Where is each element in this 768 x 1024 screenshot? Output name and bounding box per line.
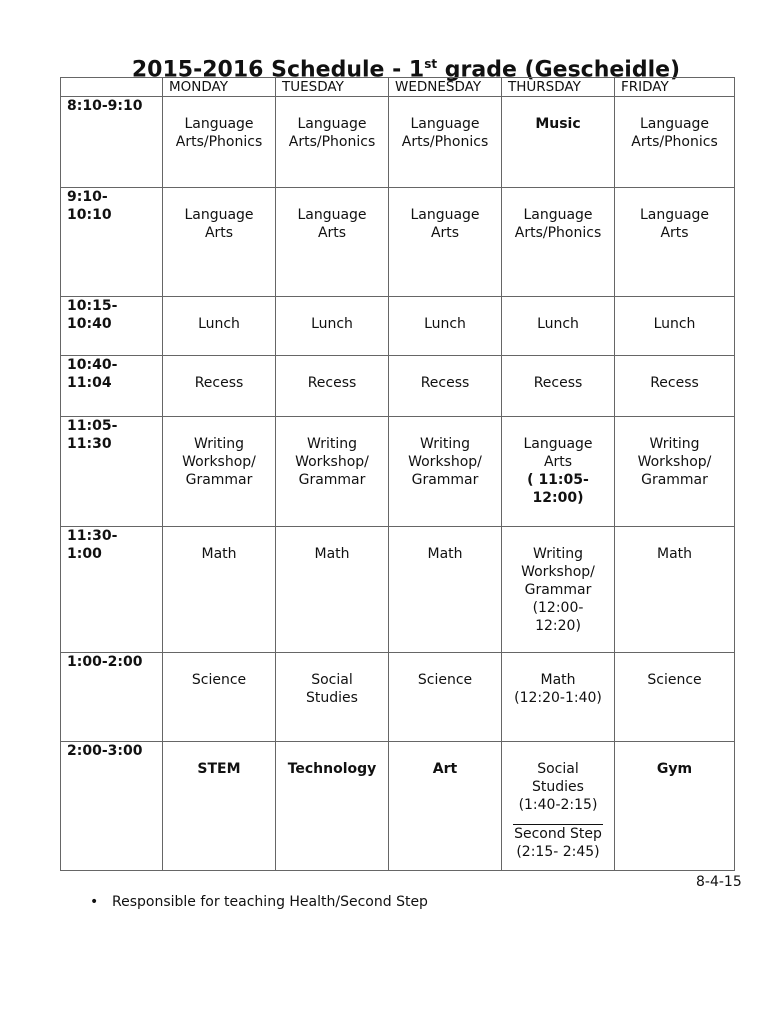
day-header: TUESDAY [276,78,389,97]
class-cell [502,188,615,297]
class-cell [163,417,276,527]
bullet-icon: • [90,894,99,910]
class-cell [389,97,502,188]
schedule-row [61,297,735,356]
class-label-line: Language [410,207,480,223]
class-label-line: Workshop/ [637,454,712,470]
class-label-line: (1:40-2:15) [518,797,598,813]
class-label-line: Math [540,672,576,688]
class-label-line: Language [297,207,367,223]
class-label-line: Science [647,672,702,688]
schedule-row [61,97,735,188]
time-slot [61,417,163,527]
class-label-line: Arts/Phonics [514,225,602,241]
class-label-line: Recess [420,375,470,391]
class-cell [163,297,276,356]
class-cell [615,653,735,742]
class-label-line: Recess [650,375,699,391]
time-slot-line: 2:00-3:00 [67,743,143,759]
class-label-line: Math [427,546,463,562]
class-label-line: Language [184,207,254,223]
schedule-row [61,653,735,742]
class-cell [389,356,502,417]
schedule-row [61,742,735,871]
class-label-line: Social [311,672,353,688]
class-label-line: Science [191,672,247,688]
class-cell [615,297,735,356]
class-cell [615,527,735,653]
class-label-line: Language [184,116,254,132]
class-label-line: Recess [307,375,357,391]
class-cell [615,97,735,188]
class-time-note: ( 11:05- [527,472,589,488]
time-slot-line: 11:05- [67,418,118,434]
schedule-row [61,356,735,417]
class-cell [502,97,615,188]
class-cell [276,742,389,871]
class-label-line: 12:20) [535,618,581,634]
class-label-line: Lunch [311,316,353,332]
schedule-row [61,527,735,653]
class-label-line: (2:15- 2:45) [516,844,600,860]
class-label-line: Grammar [411,472,479,488]
class-label-line: STEM [197,761,241,777]
class-label-line: Music [535,116,581,132]
time-slot-line: 1:00-2:00 [67,654,143,670]
header-row [61,78,735,97]
revision-date: 8-4-15 [696,874,742,890]
time-slot-line: 10:40 [67,316,112,332]
class-cell [276,527,389,653]
class-label-line: (12:00- [532,600,584,616]
day-header: THURSDAY [502,78,615,97]
time-slot-line: 11:30 [67,436,112,452]
time-slot-line: 10:40- [67,357,118,373]
time-slot [61,653,163,742]
header-corner [61,78,163,97]
class-label-line: Workshop/ [295,454,369,470]
class-label-line: Language [410,116,480,132]
class-label-line: Language [297,116,367,132]
class-label-line: Math [314,546,350,562]
class-cell [502,356,615,417]
class-label-line: Workshop/ [408,454,482,470]
class-cell [502,742,615,871]
day-header: MONDAY [163,78,276,97]
class-label-line: Lunch [198,316,240,332]
class-cell [276,356,389,417]
class-label-line: Recess [194,375,244,391]
class-label-line: Writing [649,436,700,452]
schedule-row [61,188,735,297]
class-label-line: Language [523,207,593,223]
class-label-line: Second Step [514,826,602,842]
note-text: Responsible for teaching Health/Second Step [112,894,428,910]
class-label-line: Recess [533,375,583,391]
class-label-line: Writing [420,436,470,452]
class-label-line: Gym [656,761,693,777]
class-cell [389,527,502,653]
time-slot [61,742,163,871]
time-slot-line: 11:04 [67,375,112,391]
class-cell [389,653,502,742]
class-label-line: Language [639,116,710,132]
class-label-line: Arts [204,225,234,241]
class-cell [502,417,615,527]
class-cell [389,417,502,527]
class-cell [163,742,276,871]
class-label-line: Arts [543,454,573,470]
class-cell [276,297,389,356]
class-cell [615,356,735,417]
class-cell [389,188,502,297]
class-cell [163,97,276,188]
class-cell [163,653,276,742]
class-label-line: Social [537,761,579,777]
time-slot-line: 8:10-9:10 [67,98,143,114]
page-title: 2015-2016 Schedule - 1st grade (Gescheidle) [131,57,681,83]
class-label-line: Writing [307,436,357,452]
class-label-line: Technology [287,761,377,777]
class-cell [276,417,389,527]
time-slot [61,97,163,188]
class-cell [163,356,276,417]
class-cell [163,527,276,653]
class-label-line: Grammar [524,582,592,598]
class-label-line: Arts/Phonics [631,134,718,150]
class-label-line: (12:20-1:40) [514,690,602,706]
class-cell [615,188,735,297]
class-label-line: Grammar [641,472,708,488]
time-slot [61,527,163,653]
class-label-line: Language [523,436,593,452]
class-cell [615,417,735,527]
time-slot [61,188,163,297]
time-slot-line: 10:10 [67,207,112,223]
class-label-line: Arts [430,225,460,241]
class-label-line: Arts/Phonics [288,134,376,150]
class-label-line: Lunch [537,316,579,332]
class-cell [163,188,276,297]
class-label-line: Math [656,546,693,562]
class-label-line: Studies [532,779,584,795]
class-label-line: Arts/Phonics [175,134,263,150]
schedule-row [61,417,735,527]
class-label-line: Art [432,761,458,777]
class-cell [276,97,389,188]
class-cell [502,527,615,653]
schedule-table [60,77,735,871]
class-cell [502,653,615,742]
class-label-line: Writing [194,436,244,452]
class-cell [389,297,502,356]
class-label-line: Arts/Phonics [401,134,489,150]
class-label-line: Arts [317,225,347,241]
class-label-line: Workshop/ [182,454,256,470]
class-cell [276,653,389,742]
time-slot-line: 10:15- [67,298,118,314]
class-time-note: 12:00) [532,490,584,506]
class-label-line: Arts [660,225,689,241]
class-label-line: Lunch [424,316,466,332]
class-label-line: Writing [533,546,583,562]
class-cell [615,742,735,871]
class-label-line: Language [639,207,710,223]
time-slot-line: 1:00 [67,546,102,562]
class-label-line: Math [201,546,237,562]
class-label-line: Studies [306,690,358,706]
time-slot [61,356,163,417]
day-header: FRIDAY [615,78,735,97]
class-label-line: Grammar [185,472,253,488]
class-cell [276,188,389,297]
class-label-line: Workshop/ [521,564,595,580]
time-slot-line: 9:10- [67,189,108,205]
class-label-line: Science [417,672,473,688]
day-header: WEDNESDAY [389,78,502,97]
time-slot [61,297,163,356]
time-slot-line: 11:30- [67,528,118,544]
class-cell [389,742,502,871]
class-cell [502,297,615,356]
class-label-line: Lunch [653,316,696,332]
class-label-line: Grammar [298,472,366,488]
